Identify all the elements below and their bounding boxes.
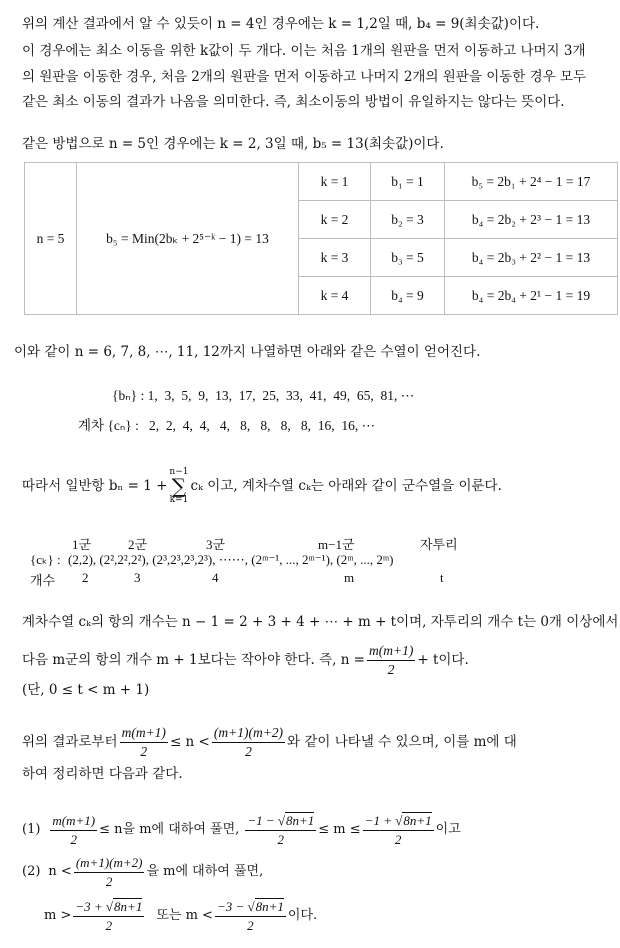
para1-line2: 이 경우에는 최소 이동을 위한 k값이 두 개다. 이는 처음 1개의 원판을 먼저 이동하고 나머지 3개 [22, 43, 586, 59]
sum-lower: k=1 [169, 495, 189, 505]
num-pre: −3 − [216, 898, 248, 914]
item-text: 또는 m < [156, 908, 213, 923]
fraction [363, 812, 434, 849]
denominator: 2 [394, 831, 402, 847]
para5-line3: (단, 0 ≤ t < m + 1) [22, 682, 150, 698]
item-text: 이고 [435, 822, 461, 837]
para3: 이와 같이 n = 6, 7, 8, ⋯, 11, 12까지 나열하면 아래와 같은 수열이 얻어진다. [14, 344, 481, 360]
formula-cell: b₅ = Min(2bₖ + 2⁵⁻ᵏ − 1) = 13 [77, 163, 299, 315]
b-cell: b₃ = 5 [371, 239, 445, 277]
denominator: 2 [105, 873, 113, 889]
group-count: 2 [82, 570, 89, 585]
sequence-b: {bₙ} : 1, 3, 5, 9, 13, 17, 25, 33, 41, 49, 65, 81, ⋯ [112, 388, 415, 403]
group-count: 3 [134, 570, 141, 585]
group-count: 4 [212, 570, 219, 585]
fraction [73, 898, 144, 935]
para1-line1: 위의 계산 결과에서 알 수 있듯이 n = 4인 경우에는 k = 1,2일 때, b₄ = 9(최솟값)이다. [22, 16, 540, 32]
denominator: 2 [70, 831, 78, 847]
group-header: m−1군 [318, 537, 355, 552]
para4-text-a: 따라서 일반항 bₙ = 1 + [22, 478, 168, 494]
sum-upper: n−1 [169, 467, 189, 477]
radicand: 8n+1 [403, 812, 432, 828]
item-text: 을 m에 대하여 풀면, [146, 864, 264, 879]
b-cell: b₄ = 9 [371, 277, 445, 315]
para5-text: + t이다. [417, 652, 469, 668]
b-cell: b₂ = 3 [371, 201, 445, 239]
numerator: −1 − √8n+1 [245, 812, 316, 831]
sequence-c: 계차 {cₙ} : 2, 2, 4, 4, 4, 8, 8, 8, 8, 16, 16, ⋯ [78, 418, 376, 433]
k-cell: k = 2 [299, 201, 371, 239]
item-text: ≤ n을 m에 대하여 풀면, [99, 822, 240, 837]
group-header: 1군 [72, 537, 92, 552]
denominator: 2 [245, 743, 252, 759]
fraction [74, 854, 145, 891]
para6-line2: 하여 정리하면 다음과 같다. [22, 766, 183, 782]
numerator: −3 − √8n+1 [215, 898, 286, 917]
denominator: 2 [105, 917, 113, 933]
num-pre: −3 + [75, 898, 106, 914]
group-header: 2군 [128, 537, 148, 552]
numerator: m(m+1) [367, 642, 415, 661]
para5-line1: 계차수열 cₖ의 항의 개수는 n − 1 = 2 + 3 + 4 + ⋯ + m + t이며, 자투리의 개수 t는 0개 이상에서 [22, 614, 619, 630]
b-cell: b₁ = 1 [371, 163, 445, 201]
fraction [212, 724, 285, 761]
item1 [22, 808, 461, 852]
k-cell: k = 4 [299, 277, 371, 315]
para6-text: ≤ n < [169, 734, 210, 750]
group-count-label: 개수 [30, 573, 56, 588]
item-text: 이다. [287, 908, 318, 923]
fraction [120, 724, 168, 761]
numerator: (m+1)(m+2) [212, 724, 285, 743]
fraction [367, 642, 415, 679]
numerator: m(m+1) [120, 724, 168, 743]
fraction [50, 812, 97, 849]
item-label: (1) [22, 822, 41, 837]
radicand: 8n+1 [255, 898, 284, 914]
para1-line4: 같은 최소 이동의 결과가 나옴을 의미한다. 즉, 최소이동의 방법이 유일하지는 않다는 뜻이다. [22, 94, 565, 110]
numerator: (m+1)(m+2) [74, 854, 145, 873]
calc-cell: b₄ = 2b₃ + 2² − 1 = 13 [445, 239, 618, 277]
num-pre: −1 + [364, 812, 396, 828]
para5-text: 다음 m군의 항의 개수 m + 1보다는 작아야 한다. 즉, n = [22, 652, 365, 668]
calc-cell: b₄ = 2b₄ + 2¹ − 1 = 19 [445, 277, 618, 315]
para4-text-b: cₖ 이고, 계차수열 cₖ는 아래와 같이 군수열을 이룬다. [190, 478, 502, 494]
radicand: 8n+1 [286, 812, 315, 828]
item2 [22, 852, 263, 892]
para5-line2 [22, 640, 469, 680]
num-pre: −1 − [247, 812, 278, 828]
para6-text: 위의 결과로부터 [22, 734, 118, 750]
group-count: m [344, 570, 355, 585]
calc-cell: b₅ = 2b₁ + 2⁴ − 1 = 17 [445, 163, 618, 201]
item-label: (2) [22, 864, 41, 879]
summation-symbol: n−1 ∑ k=1 [169, 467, 189, 505]
group-header: 자투리 [420, 537, 458, 552]
k-cell: k = 1 [299, 163, 371, 201]
group-seq-label: {cₖ} : [30, 552, 61, 567]
fraction [215, 898, 286, 935]
calc-cell: b₄ = 2b₂ + 2³ − 1 = 13 [445, 201, 618, 239]
item-text: ≤ m ≤ [318, 822, 361, 837]
numerator: −3 + √8n+1 [73, 898, 144, 917]
para6-line1 [22, 722, 517, 762]
group-terms: (2,2), (2²,2²,2²), (2³,2³,2³,2³), ⋯⋯, (2ᵐ⁻¹, ..., 2ᵐ⁻¹), (2ᵐ, ..., 2ᵐ) [68, 552, 394, 567]
group-header: 3군 [206, 537, 226, 552]
item-text: n < [48, 864, 72, 879]
item2-result [44, 894, 317, 938]
denominator: 2 [387, 661, 395, 677]
radicand: 8n+1 [114, 898, 143, 914]
group-count: t [440, 570, 444, 585]
para1-line3: 의 원판을 이동한 경우, 처음 2개의 원판을 먼저 이동하고 나머지 2개의 원판을 이동한 경우 모두 [22, 69, 587, 85]
numerator: m(m+1) [50, 812, 97, 831]
para4 [22, 466, 502, 506]
item-text: m > [44, 908, 72, 923]
denominator: 2 [140, 743, 148, 759]
denominator: 2 [277, 831, 285, 847]
k-cell: k = 3 [299, 239, 371, 277]
n-label-cell: n = 5 [25, 163, 77, 315]
para6-text: 와 같이 나타낼 수 있으며, 이를 m에 대 [287, 734, 517, 750]
para2: 같은 방법으로 n = 5인 경우에는 k = 2, 3일 때, b₅ = 13(최솟값)이다. [22, 136, 444, 152]
numerator: −1 + √8n+1 [363, 812, 434, 831]
denominator: 2 [247, 917, 254, 933]
computation-table [24, 162, 618, 315]
fraction [245, 812, 316, 849]
